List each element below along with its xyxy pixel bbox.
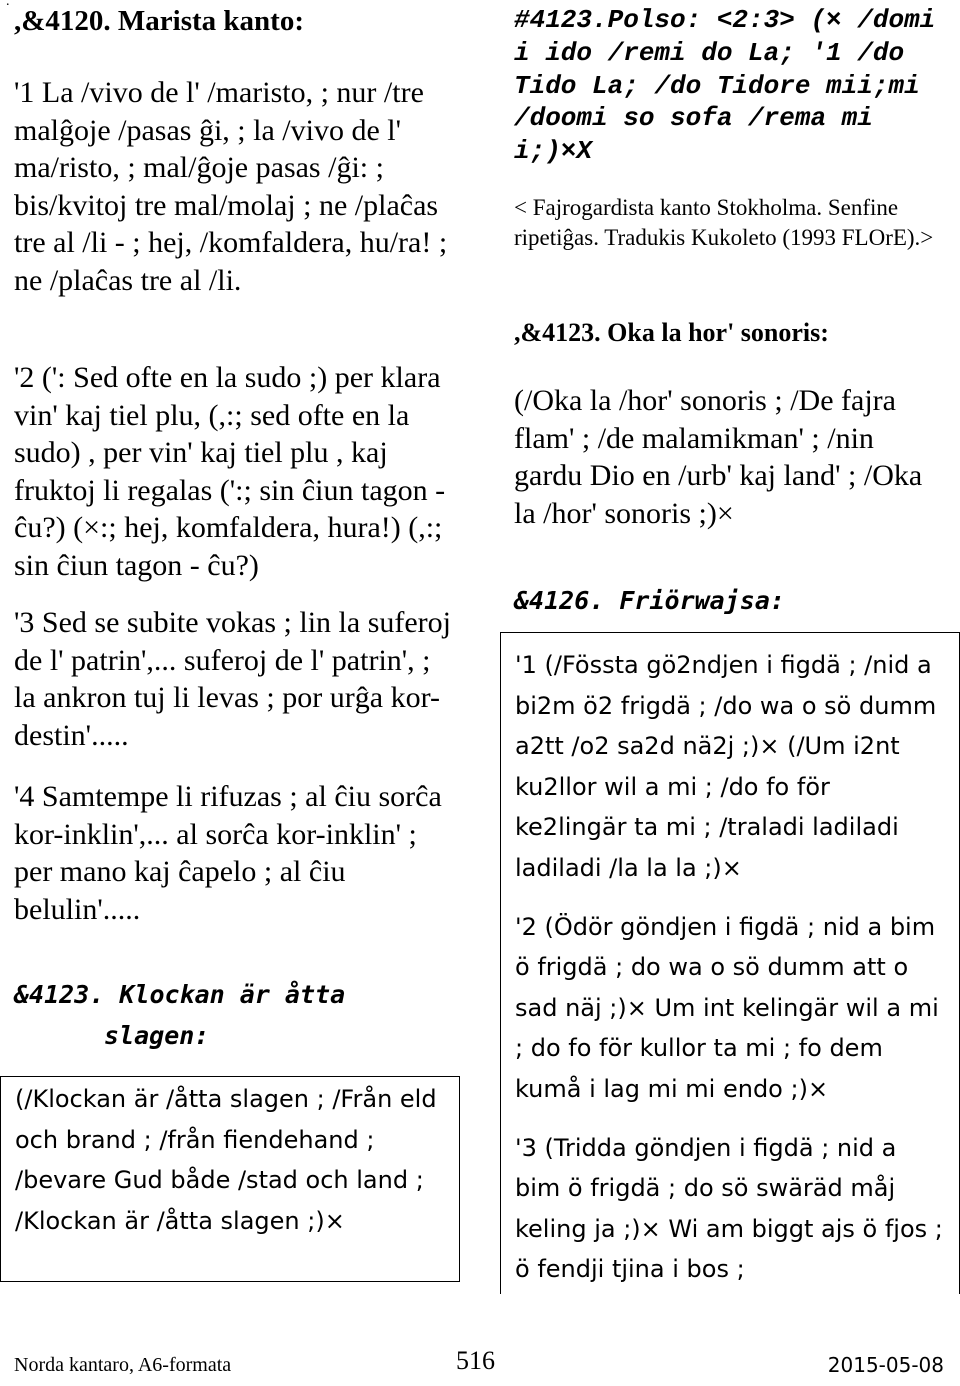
lyrics-klockan: (/Klockan är /åtta slagen ; /Från eld och brand ; /från fiendehand ; /bevare Gud både /stad och land ; /Klockan är /åtta slagen ;)× xyxy=(15,1085,437,1235)
song-title-klockan-line-2: slagen: xyxy=(104,1021,210,1050)
song-title-klockan-line-1: &4123. Klockan är åtta xyxy=(14,980,346,1009)
lyrics-box-klockan xyxy=(0,1076,460,1282)
song-title-oka-la-hor: ,&4123. Oka la hor' sonoris: xyxy=(514,318,829,347)
lyrics-friorwajsa-verse-3: '3 (Tridda göndjen i figdä ; nid a bim ö frigdä ; do sö swäräd måj keling ja ;)× Wi am biggt ajs ö fjos ; ö fendji tjina i bos ; xyxy=(515,1133,943,1284)
top-mark: . xyxy=(6,0,10,9)
verse-1: '1 La /vivo de l' /maristo, ; nur /tre malĝoje /pasas ĝi, ; la /vivo de l' ma/risto, ; mal/ĝoje pasas /ĝi: ; bis/kvitoj tre mal/molaj ; ne /plaĉas tre al /li - ; hej, /komfaldera, hu/ra! ; ne /plaĉas tre al /li. xyxy=(14,76,448,297)
footer-book-title: Norda kantaro, A6-formata xyxy=(14,1354,232,1376)
lyrics-box-friorwajsa xyxy=(500,632,960,1294)
verse-4: '4 Samtempe li rifuzas ; al ĉiu sorĉa kor-inklin',... al sorĉa kor-inklin' ; per mano kaj ĉapelo ; al ĉiu belulin'..... xyxy=(14,780,442,926)
lyrics-friorwajsa-verse-2: '2 (Ödör göndjen i figdä ; nid a bim ö frigdä ; do wa o sö dumm att o sad näj ;)× Um int kelingär wil a mi ; do fo för kullor ta mi ; fo dem kumå i lag mi mi endo ;)× xyxy=(515,912,939,1103)
verse-3: '3 Sed se subite vokas ; lin la suferoj de l' patrin',... suferoj de l' patrin', ; la ankron tuj li levas ; por urĝa kor-destin'..... xyxy=(14,606,452,752)
lyrics-oka-la-hor: (/Oka la /hor' sonoris ; /De fajra flam' ; /de malamikman' ; /nin gardu Dio en /urb' kaj land' ; /Oka la /hor' sonoris ;)× xyxy=(514,384,923,530)
verse-2: '2 (': Sed ofte en la sudo ;) per klara vin' kaj tiel plu, (,:; sed ofte en la sudo) , per vin' kaj tiel plu , kaj fruktoj li regalas (':; sin ĉiun tagon - ĉu?) (×:; hej, komfaldera, hura!) (,:; sin ĉiun tagon - ĉu?) xyxy=(14,361,446,582)
footer-page-number: 516 xyxy=(456,1346,495,1375)
polso-notation: #4123.Polso: <2:3> (× /domi i ido /remi do La; '1 /do Tido La; /do Tidore mii;mi /doomi so sofa /rema mi i;)×X xyxy=(514,5,936,167)
lyrics-friorwajsa-verse-1: '1 (/Fössta gö2ndjen i figdä ; /nid a bi2m ö2 frigdä ; /do wa o sö dumm a2tt /o2 sa2d nä2j ;)× (/Um i2nt ku2llor wil a mi ; /do fo för ke2lingär ta mi ; /traladi ladiladi ladiladi /la la la ;)× xyxy=(515,651,937,882)
song-title-marista-kanto: ,&4120. Marista kanto: xyxy=(14,5,304,37)
song-note: < Fajrogardista kanto Stokholma. Senfine ripetiĝas. Tradukis Kukoleto (1993 FLOrE).> xyxy=(514,195,934,250)
footer-date: 2015-05-08 xyxy=(827,1353,944,1377)
song-title-friorwajsa: &4126. Friörwajsa: xyxy=(514,586,785,615)
